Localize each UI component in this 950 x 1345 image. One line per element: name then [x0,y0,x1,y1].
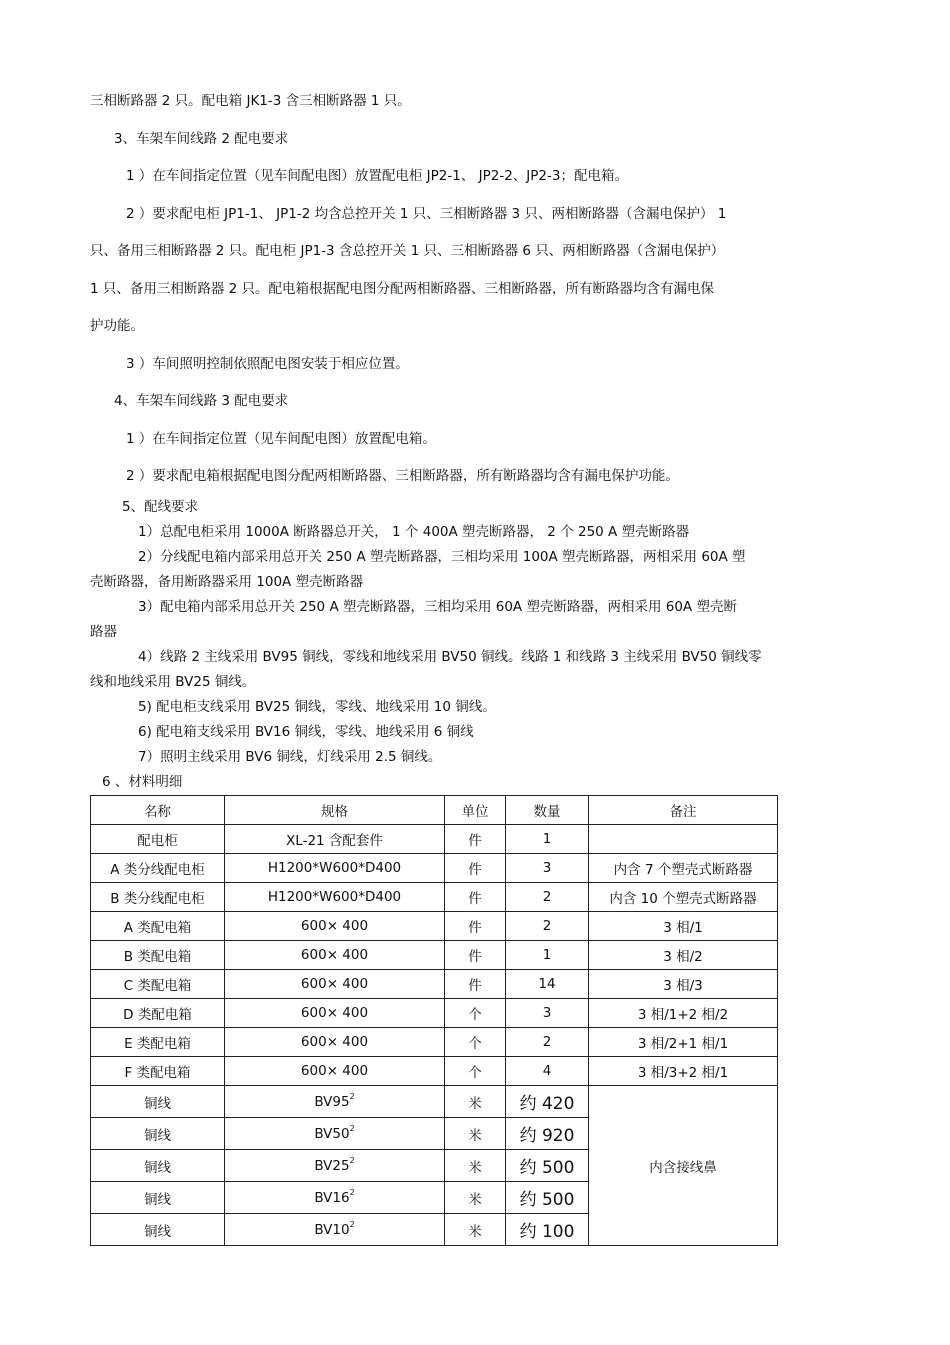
cell-unit: 个 [445,1028,506,1057]
cell-name: A 类配电箱 [91,912,225,941]
spec-superscript: 2 [349,1219,355,1229]
cell-qty: 4 [506,1057,589,1086]
paragraph: 路器 [90,624,117,640]
cell-unit: 个 [445,1057,506,1086]
cell-name: D 类配电箱 [91,999,225,1028]
cell-spec [225,1214,445,1246]
cell-unit: 米 [445,1214,506,1246]
header-qty: 数量 [506,796,589,825]
cell-spec [225,1182,445,1214]
cell-unit: 个 [445,999,506,1028]
cell-spec: 600× 400 [225,970,445,999]
cell-qty: 约 500 [506,1150,589,1182]
cell-unit: 件 [445,825,506,854]
cell-spec: H1200*W600*D400 [225,854,445,883]
table-row [91,941,778,970]
header-unit: 单位 [445,796,506,825]
cell-unit: 件 [445,854,506,883]
cell-note: 3 相/3 [589,970,778,999]
table-row [91,1028,778,1057]
header-note: 备注 [589,796,778,825]
spec-text: BV95 [314,1093,350,1110]
cell-qty: 2 [506,883,589,912]
section-heading: 6 、材料明细 [102,774,183,790]
spec-text: BV16 [314,1189,350,1206]
table-row [91,999,778,1028]
paragraph: 3）配电箱内部采用总开关 250 A 塑壳断路器，三相均采用 60A 塑壳断路器，两相采用 60A 塑壳断 [138,599,737,615]
cell-qty: 1 [506,825,589,854]
cell-note: 3 相/3+2 相/1 [589,1057,778,1086]
cell-note: 3 相/1+2 相/2 [589,999,778,1028]
header-name: 名称 [91,796,225,825]
materials-table [90,795,778,1246]
table-row [91,1057,778,1086]
paragraph: 护功能。 [90,318,144,334]
paragraph: 1 只、备用三相断路器 2 只。配电箱根据配电图分配两相断路器、三相断路器，所有断路器均含有漏电保 [90,281,715,297]
cell-name: 铜线 [91,1214,225,1246]
cell-qty: 1 [506,941,589,970]
cell-unit: 件 [445,912,506,941]
cell-qty: 3 [506,999,589,1028]
table-header-row [91,796,778,825]
paragraph: 2）分线配电箱内部采用总开关 250 A 塑壳断路器，三相均采用 100A 塑壳断路器，两相采用 60A 塑 [138,549,746,565]
cell-qty: 约 420 [506,1086,589,1118]
cell-name: 铜线 [91,1150,225,1182]
cell-name: E 类配电箱 [91,1028,225,1057]
cell-spec: 600× 400 [225,999,445,1028]
cell-unit: 米 [445,1118,506,1150]
cell-name: 铜线 [91,1182,225,1214]
paragraph: 4）线路 2 主线采用 BV95 铜线，零线和地线采用 BV50 铜线。线路 1 和线路 3 主线采用 BV50 铜线零 [138,649,762,665]
paragraph: 5) 配电柜支线采用 BV25 铜线，零线、地线采用 10 铜线。 [138,699,496,715]
cell-spec [225,1118,445,1150]
cell-qty: 约 920 [506,1118,589,1150]
paragraph: 1）总配电柜采用 1000A 断路器总开关， 1 个 400A 塑壳断路器， 2 个 250 A 塑壳断路器 [138,524,690,540]
spec-superscript: 2 [349,1187,355,1197]
table-row [91,912,778,941]
cell-spec [225,1150,445,1182]
table-row [91,825,778,854]
cell-note: 3 相/2+1 相/1 [589,1028,778,1057]
cell-qty: 14 [506,970,589,999]
cell-name: 铜线 [91,1118,225,1150]
header-spec: 规格 [225,796,445,825]
paragraph: 1 ）在车间指定位置（见车间配电图）放置配电箱。 [126,431,436,447]
cell-spec: 600× 400 [225,912,445,941]
cell-note: 3 相/2 [589,941,778,970]
table-row [91,1086,778,1118]
paragraph: 线和地线采用 BV25 铜线。 [90,674,256,690]
spec-text: BV50 [314,1125,350,1142]
cell-qty: 约 100 [506,1214,589,1246]
cell-unit: 米 [445,1086,506,1118]
cell-unit: 件 [445,970,506,999]
cell-spec: XL-21 含配套件 [225,825,445,854]
cell-unit: 米 [445,1150,506,1182]
spec-text: BV10 [314,1221,350,1238]
paragraph: 1 ）在车间指定位置（见车间配电图）放置配电柜 JP2-1、 JP2-2、JP2-3；配电箱。 [126,168,628,184]
table-row [91,854,778,883]
section-heading: 4、车架车间线路 3 配电要求 [114,393,289,409]
paragraph: 6) 配电箱支线采用 BV16 铜线，零线、地线采用 6 铜线 [138,724,474,740]
cell-qty: 2 [506,912,589,941]
cell-unit: 米 [445,1182,506,1214]
cell-name: B 类分线配电柜 [91,883,225,912]
cell-spec: 600× 400 [225,1028,445,1057]
cell-name: 铜线 [91,1086,225,1118]
paragraph: 只、备用三相断路器 2 只。配电柜 JP1-3 含总控开关 1 只、三相断路器 6 只、两相断路器（含漏电保护） [90,243,725,259]
paragraph: 三相断路器 2 只。配电箱 JK1-3 含三相断路器 1 只。 [90,93,411,109]
spec-superscript: 2 [349,1155,355,1165]
cell-name: F 类配电箱 [91,1057,225,1086]
cell-spec: 600× 400 [225,941,445,970]
cell-note: 3 相/1 [589,912,778,941]
section-heading: 5、配线要求 [122,499,199,515]
cell-spec: 600× 400 [225,1057,445,1086]
cell-unit: 件 [445,941,506,970]
cell-name: 配电柜 [91,825,225,854]
paragraph: 2 ）要求配电箱根据配电图分配两相断路器、三相断路器，所有断路器均含有漏电保护功能。 [126,468,679,484]
cell-name: A 类分线配电柜 [91,854,225,883]
cell-note: 内含 7 个塑壳式断路器 [589,854,778,883]
paragraph: 2 ）要求配电柜 JP1-1、 JP1-2 均含总控开关 1 只、三相断路器 3 只、两相断路器（含漏电保护） 1 [126,206,727,222]
cell-unit: 件 [445,883,506,912]
cell-spec [225,1086,445,1118]
cell-name: B 类配电箱 [91,941,225,970]
cell-qty: 2 [506,1028,589,1057]
cell-name: C 类配电箱 [91,970,225,999]
cell-note: 内含 10 个塑壳式断路器 [589,883,778,912]
cell-note [589,825,778,854]
spec-text: BV25 [314,1157,350,1174]
cell-note-merged: 内含接线鼻 [589,1086,778,1246]
paragraph: 壳断路器，备用断路器采用 100A 塑壳断路器 [90,574,364,590]
paragraph: 7）照明主线采用 BV6 铜线，灯线采用 2.5 铜线。 [138,749,442,765]
cell-spec: H1200*W600*D400 [225,883,445,912]
section-heading: 3、车架车间线路 2 配电要求 [114,131,289,147]
paragraph: 3 ）车间照明控制依照配电图安装于相应位置。 [126,356,409,372]
cell-qty: 约 500 [506,1182,589,1214]
spec-superscript: 2 [349,1123,355,1133]
table-row [91,970,778,999]
cell-qty: 3 [506,854,589,883]
spec-superscript: 2 [349,1091,355,1101]
table-row [91,883,778,912]
